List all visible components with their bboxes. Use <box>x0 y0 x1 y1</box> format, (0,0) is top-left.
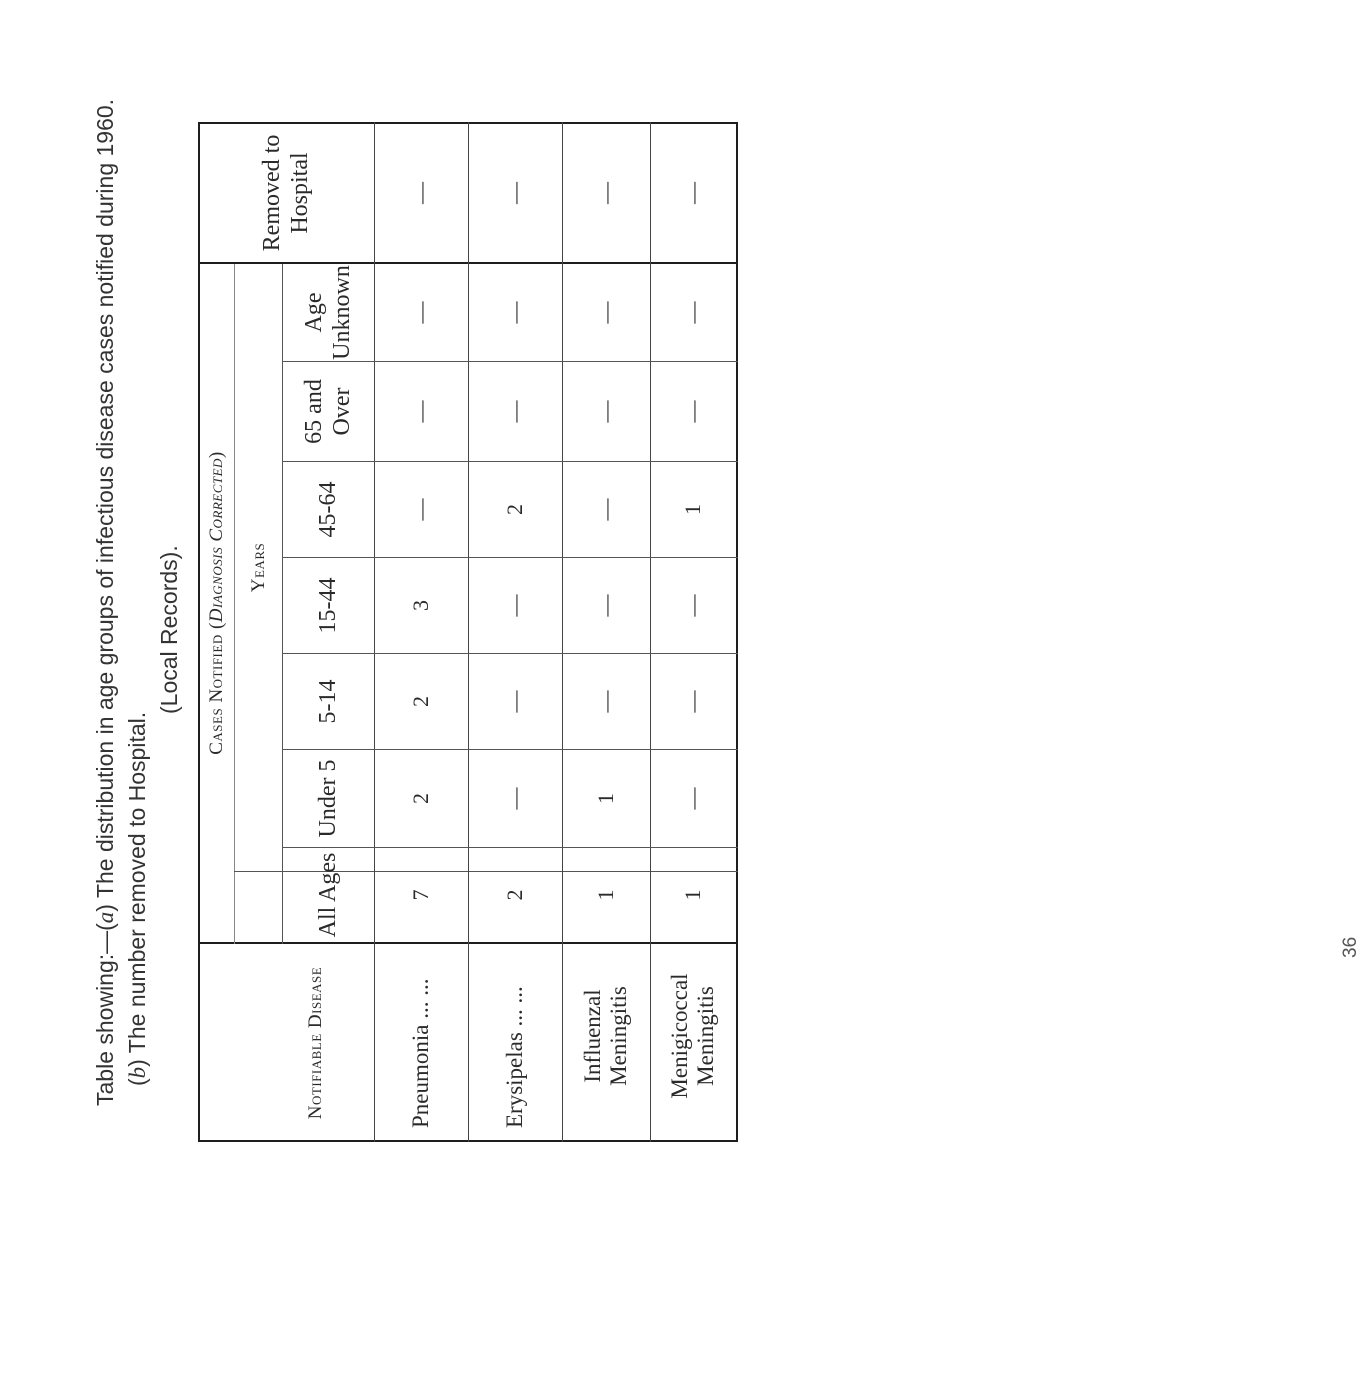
table-cell: — <box>502 400 528 423</box>
col-65-over: 65 and Over <box>300 379 355 444</box>
table-cell: 3 <box>408 600 434 611</box>
disease-name: Influenzal Meningitis <box>579 986 631 1086</box>
caption-line-2: (b) The number removed to Hospital. <box>124 711 150 1086</box>
col-45-64: 45-64 <box>314 481 341 538</box>
disease-name: Menigicoccal Meningitis <box>666 973 718 1099</box>
table-cell: — <box>593 594 619 617</box>
table-cell: 2 <box>502 889 528 901</box>
removed-cell: — <box>680 182 706 204</box>
table-cell: — <box>593 400 619 423</box>
table-cell: — <box>593 301 619 324</box>
disease-table <box>198 122 738 1142</box>
table-cell: — <box>408 498 434 521</box>
col-under-5: Under 5 <box>314 759 341 838</box>
table-cell: 1 <box>680 889 706 901</box>
table-cell: — <box>502 690 528 713</box>
table-cell: — <box>408 400 434 423</box>
table-cell: 1 <box>593 889 619 901</box>
col-all-ages: All Ages <box>314 852 341 938</box>
col-5-14: 5-14 <box>314 679 341 724</box>
table-cell: — <box>593 498 619 521</box>
col-removed-to-hospital: Removed to Hospital <box>259 134 313 252</box>
table-cell: — <box>593 690 619 713</box>
removed-cell: — <box>408 182 434 204</box>
caption-line-3: (Local Records). <box>156 545 182 714</box>
page-number: 36 <box>1340 936 1361 958</box>
cases-notified-header: Cases Notified ( Diagnosis Corrected ) <box>206 451 228 755</box>
table-cell: 1 <box>593 793 619 804</box>
removed-cell: — <box>593 182 619 204</box>
table-cell: 2 <box>502 504 528 515</box>
table-cell: — <box>680 400 706 423</box>
table-cell: 1 <box>680 504 706 515</box>
table-cell: — <box>680 690 706 713</box>
table-cell: — <box>502 787 528 810</box>
table-cell: — <box>680 301 706 324</box>
disease-name: Erysipelas ... ... <box>501 986 527 1128</box>
table-cell: 2 <box>408 793 434 804</box>
disease-header: Notifiable Disease <box>305 966 327 1120</box>
years-header: Years <box>247 542 269 593</box>
table-cell: — <box>680 594 706 617</box>
table-cell: — <box>502 594 528 617</box>
table-cell: — <box>680 787 706 810</box>
disease-name: Pneumonia ... ... <box>407 978 433 1128</box>
removed-cell: — <box>502 182 528 204</box>
table-cell: — <box>408 301 434 324</box>
col-15-44: 15-44 <box>314 577 341 634</box>
table-cell: — <box>502 301 528 324</box>
table-cell: 7 <box>408 889 434 901</box>
table-cell: 2 <box>408 696 434 707</box>
col-age-unknown: Age Unknown <box>300 265 355 360</box>
caption-line-1: Table showing:—(a) The distribution in age groups of infectious disease cases notified during 1960. <box>92 98 118 1106</box>
